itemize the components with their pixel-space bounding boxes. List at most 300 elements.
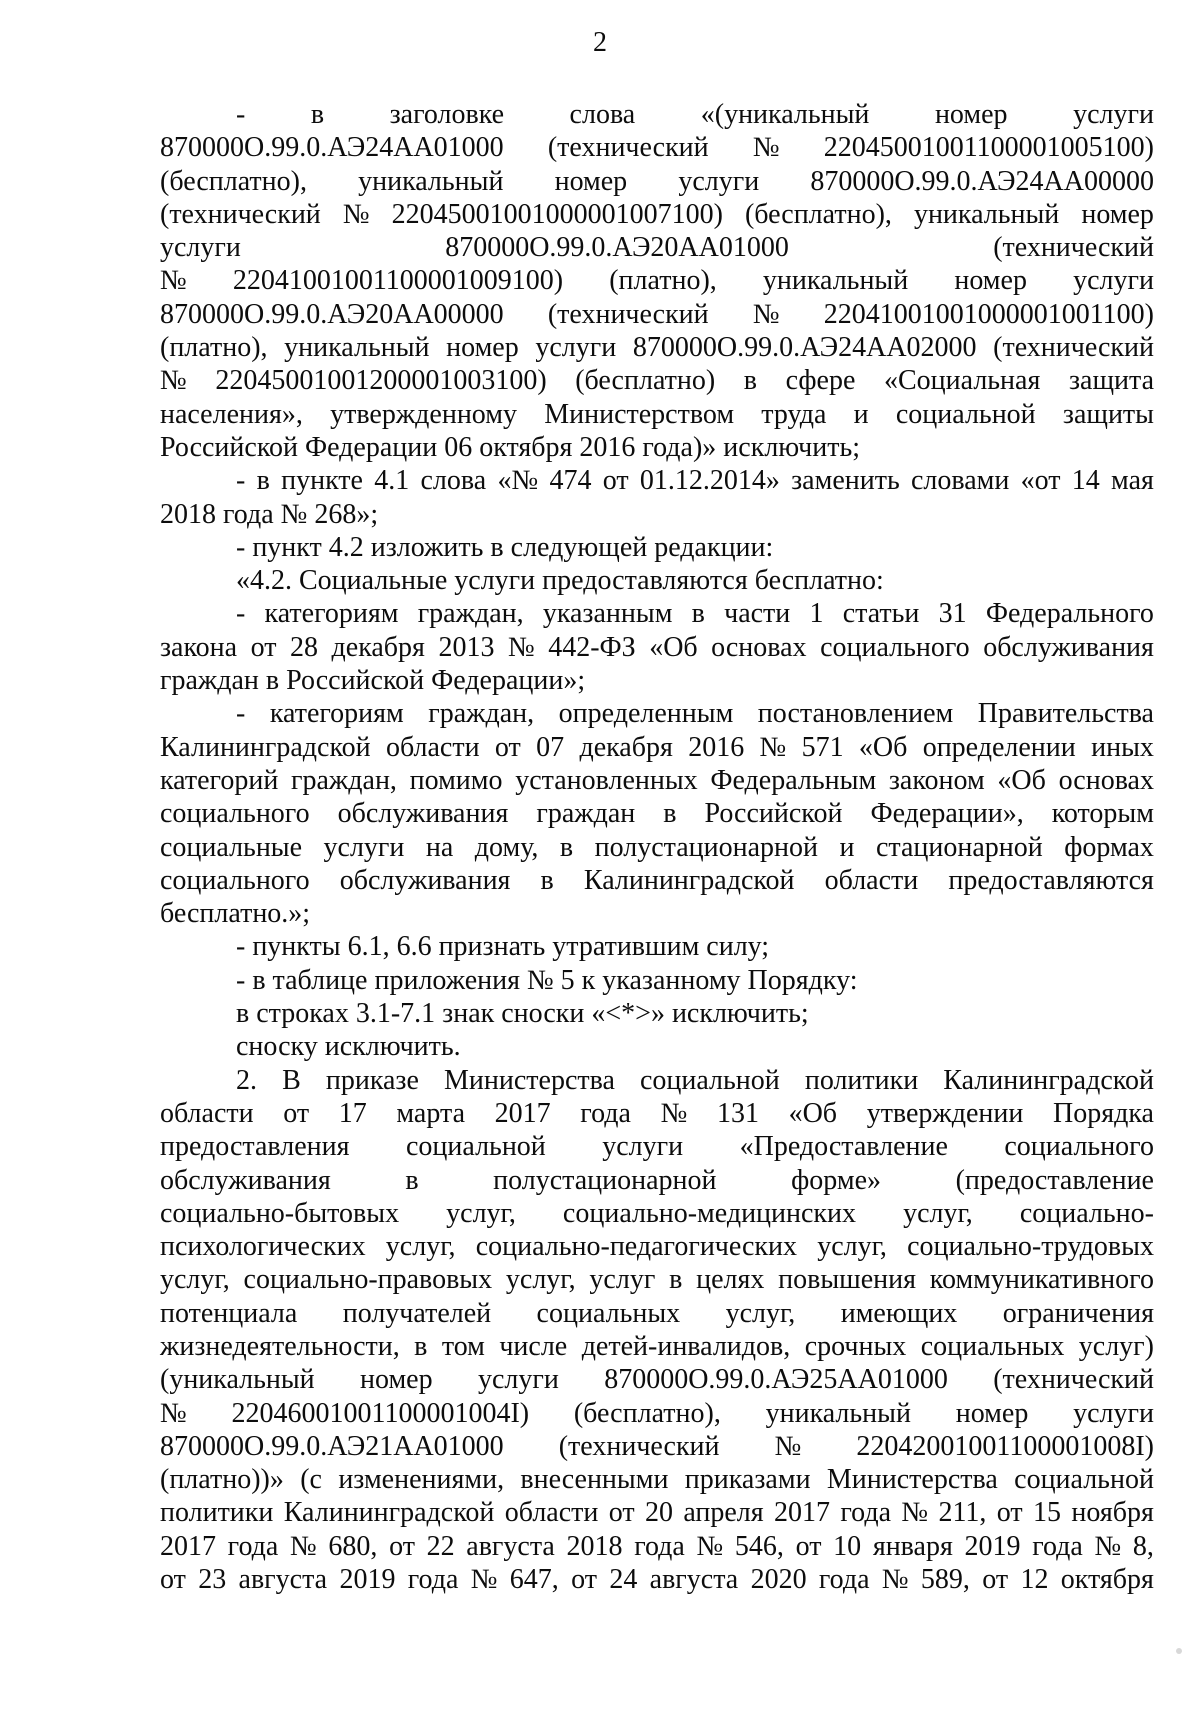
text-line — [160, 1230, 1154, 1263]
text-segment: В — [282, 1064, 301, 1096]
text-segment: (уникальный — [160, 1364, 315, 1396]
text-segment: «4.2. Социальные услуги предоставляются бесплатно: — [236, 565, 884, 597]
text-line — [160, 165, 1154, 198]
text-segment: в — [405, 1164, 419, 1196]
text-line — [160, 897, 1154, 930]
text-segment: в — [743, 365, 758, 397]
text-segment: (технический — [547, 298, 709, 330]
text-segment: обслуживания — [160, 1164, 331, 1196]
text-segment: (технический — [993, 332, 1154, 364]
text-line — [160, 930, 1154, 963]
text-line — [160, 1130, 1154, 1163]
text-segment: стационарной — [875, 831, 1043, 863]
text-line — [160, 1430, 1154, 1463]
text-segment: граждан, — [428, 698, 535, 730]
text-segment: (предоставление — [955, 1164, 1154, 1196]
text-segment: (технический — [993, 232, 1154, 264]
text-segment: социальных — [920, 1330, 1065, 1362]
text-segment: № — [752, 298, 780, 330]
text-segment: 22046001001100001004І) — [231, 1397, 530, 1429]
text-segment: от — [608, 1497, 635, 1529]
text-segment: (с — [300, 1464, 322, 1496]
text-segment: иных — [1091, 731, 1154, 763]
text-segment: 14 — [1071, 465, 1100, 497]
text-segment: обслуживания — [339, 864, 511, 896]
text-segment: психологических — [160, 1231, 366, 1263]
text-segment: социально-трудовых — [907, 1231, 1154, 1263]
text-segment: услуг, — [385, 1231, 456, 1263]
text-segment: социального — [160, 798, 310, 830]
text-line — [160, 231, 1154, 264]
text-segment: детей-инвалидов, — [581, 1330, 791, 1362]
text-segment: года — [227, 1530, 279, 1562]
text-line — [160, 464, 1154, 497]
text-segment: ноября — [1071, 1497, 1154, 1529]
text-segment: 131 — [716, 1097, 759, 1129]
text-segment: сноску исключить. — [236, 1031, 461, 1063]
text-segment: приказе — [325, 1064, 419, 1096]
text-segment: Правительства — [977, 698, 1154, 730]
text-segment: (бесплатно), — [160, 165, 307, 197]
text-line — [160, 131, 1154, 164]
text-segment: 22045001001100001005100) — [823, 132, 1154, 164]
text-segment: года — [580, 1097, 631, 1129]
text-segment: номер — [1081, 198, 1154, 230]
text-line — [160, 1530, 1154, 1563]
text-segment: 22045001001200001003100) — [215, 365, 547, 397]
text-segment: (платно), — [609, 265, 717, 297]
text-segment: года — [407, 1564, 459, 1596]
text-line — [160, 964, 1154, 997]
text-segment: в — [691, 598, 705, 630]
text-segment: (бесплатно) — [575, 365, 716, 397]
text-segment: 2020 — [750, 1564, 807, 1596]
text-segment: предоставления — [160, 1131, 350, 1163]
text-segment: уникальный — [358, 165, 504, 197]
text-segment: Калининградской — [583, 864, 795, 896]
text-segment: 442-ФЗ — [548, 631, 636, 663]
text-segment: основах — [711, 631, 807, 663]
text-segment: полустационарной — [594, 831, 819, 863]
text-segment: № — [160, 265, 187, 297]
text-segment: 01.12.2014» — [639, 465, 780, 497]
text-segment: 870000О.99.0.АЭ21АА01000 — [160, 1430, 504, 1462]
text-segment: января — [872, 1530, 953, 1562]
text-segment: услуги — [160, 232, 241, 264]
text-segment: ограничения — [1002, 1297, 1154, 1329]
text-line — [160, 631, 1154, 664]
text-segment: пункте — [281, 465, 363, 497]
text-segment: от — [602, 465, 629, 497]
text-segment: услуги — [602, 1131, 684, 1163]
text-line — [160, 1563, 1154, 1596]
text-segment: потенциала — [160, 1297, 298, 1329]
text-segment: услуги — [477, 1364, 559, 1396]
text-segment: услуги — [535, 332, 617, 364]
text-segment: года — [1032, 1530, 1083, 1562]
text-segment: услуг, — [160, 1264, 230, 1296]
text-segment: социального — [1004, 1131, 1154, 1163]
text-segment: постановлением — [757, 698, 954, 730]
text-segment: категориям — [269, 698, 404, 730]
text-line — [160, 664, 1154, 697]
text-segment: социально-медицинских — [562, 1197, 857, 1229]
text-segment: (технический — [160, 198, 321, 230]
text-segment: Федеральным — [710, 764, 877, 796]
text-segment: от — [160, 1564, 186, 1596]
text-segment: 28 — [290, 631, 318, 663]
text-segment: социального — [160, 864, 310, 896]
text-segment: от — [389, 1530, 415, 1562]
text-line — [160, 198, 1154, 231]
text-segment: - — [236, 99, 246, 130]
text-segment: жизнедеятельности, — [160, 1330, 400, 1362]
text-segment: в — [540, 864, 554, 896]
text-segment: апреля — [683, 1497, 764, 1529]
text-segment: Калининградской — [160, 731, 371, 763]
text-segment: от — [795, 1530, 822, 1562]
text-segment: сфере — [785, 365, 856, 397]
text-segment: том — [441, 1330, 485, 1362]
text-segment: в — [669, 1264, 683, 1296]
text-segment: указанным — [542, 598, 673, 630]
text-segment: № — [470, 1564, 498, 1596]
text-segment: утверждении — [866, 1097, 1024, 1129]
text-segment: 17 — [338, 1097, 367, 1129]
text-segment: 2019 — [339, 1564, 396, 1596]
text-segment: услуг, — [725, 1297, 796, 1329]
text-segment: от — [571, 1564, 597, 1596]
text-segment: № — [752, 132, 780, 164]
text-segment: Российской — [704, 798, 843, 830]
text-line — [160, 997, 1154, 1030]
text-segment: номер — [554, 165, 628, 197]
text-segment: части — [724, 598, 791, 630]
text-segment: услуги — [1073, 1397, 1154, 1429]
page-number: 2 — [593, 27, 607, 58]
text-line — [160, 597, 1154, 630]
text-segment: изменениями, — [338, 1464, 505, 1496]
text-segment: услуги — [1073, 99, 1154, 130]
text-segment: Министерства — [444, 1064, 615, 1096]
text-segment: услуг, — [903, 1197, 973, 1229]
text-segment: определенным — [558, 698, 734, 730]
text-segment: целях — [696, 1264, 765, 1296]
text-segment: от — [283, 1097, 310, 1129]
text-line — [160, 264, 1154, 297]
text-segment: в строках 3.1-7.1 знак сноски «<*>» исключить; — [236, 998, 809, 1030]
text-segment: «Об — [858, 731, 908, 763]
text-segment: услуг, — [817, 1231, 887, 1263]
text-segment: социального — [820, 631, 970, 663]
text-segment: слова — [420, 465, 487, 497]
text-segment: уникальный — [762, 265, 909, 297]
text-segment: 07 — [536, 731, 565, 763]
text-segment: Российской Федерации 06 октября 2016 года)» исключить; — [160, 431, 860, 463]
text-line — [160, 697, 1154, 730]
text-segment: социальной — [406, 1131, 546, 1163]
text-line — [160, 431, 1154, 464]
text-segment: предоставляются — [948, 864, 1154, 896]
text-segment: декабря — [331, 631, 425, 663]
text-segment: «Социальная — [884, 365, 1041, 397]
scan-smudge — [1176, 1648, 1182, 1654]
text-segment: от — [982, 1564, 1009, 1596]
text-segment: «Об — [649, 631, 698, 663]
text-line — [160, 1064, 1154, 1097]
text-line — [160, 331, 1154, 364]
text-segment: 22 — [426, 1530, 455, 1562]
text-segment: обслуживания — [983, 631, 1154, 663]
text-segment: социальных — [536, 1297, 681, 1329]
text-segment: «(уникальный — [700, 99, 870, 130]
text-segment: 2. — [236, 1064, 257, 1096]
text-segment: услуг) — [1078, 1330, 1154, 1362]
text-segment: категорий — [160, 764, 279, 796]
text-segment: повышения — [778, 1264, 917, 1296]
text-segment: 546, — [734, 1530, 784, 1562]
text-segment: в — [663, 798, 677, 830]
text-segment: № — [342, 198, 370, 230]
text-segment: 22041001001000001001100) — [823, 298, 1154, 330]
text-segment: Министерства — [826, 1464, 998, 1496]
text-segment: 2017 — [774, 1497, 831, 1529]
text-segment: 2019 — [964, 1530, 1021, 1562]
text-segment: 22041001001100001009100) — [232, 265, 564, 297]
text-segment: «Об — [997, 764, 1046, 796]
text-segment: политики — [160, 1497, 274, 1529]
text-line — [160, 797, 1154, 830]
text-segment: определении — [922, 731, 1076, 763]
text-segment: августа — [238, 1564, 328, 1596]
text-segment: 10 — [833, 1530, 862, 1562]
text-segment: установленных — [515, 764, 698, 796]
text-segment: полустационарной — [493, 1164, 717, 1196]
text-segment: которым — [1051, 798, 1154, 830]
text-segment: помимо — [409, 764, 503, 796]
text-segment: защита — [1068, 365, 1154, 397]
text-segment: Федерального — [985, 598, 1154, 630]
text-segment: в — [310, 99, 325, 130]
text-segment: от — [250, 631, 277, 663]
text-segment: - пункт 4.2 изложить в следующей редакции: — [236, 531, 774, 563]
text-segment: № — [160, 1397, 187, 1429]
text-line — [160, 731, 1154, 764]
text-segment: приказами — [684, 1464, 811, 1496]
text-segment: Калининградской — [943, 1064, 1154, 1096]
text-segment: имеющих — [840, 1297, 958, 1329]
text-segment: формах — [1064, 831, 1154, 863]
text-segment: года — [818, 1564, 870, 1596]
text-segment: 870000О.99.0.АЭ24АА01000 — [160, 132, 504, 164]
text-segment: номер — [360, 1364, 433, 1396]
text-segment: Федерации», — [870, 798, 1024, 830]
text-segment: октября — [1060, 1564, 1154, 1596]
text-segment: закона — [160, 631, 238, 663]
text-segment: № — [774, 1430, 802, 1462]
text-segment: области — [824, 864, 919, 896]
text-segment: (платно))» — [160, 1464, 284, 1496]
text-segment: социальные — [160, 831, 303, 863]
text-segment: 2017 — [494, 1097, 551, 1129]
text-segment: коммуникативного — [929, 1264, 1154, 1296]
text-segment: услуг, — [505, 1264, 576, 1296]
text-segment: политики — [804, 1064, 919, 1096]
text-segment: номер — [955, 1397, 1029, 1429]
text-segment: 2013 — [438, 631, 495, 663]
text-segment: от — [494, 731, 521, 763]
text-segment: социально-бытовых — [160, 1197, 400, 1229]
text-segment: социальной — [639, 1064, 780, 1096]
text-segment: услуг — [589, 1264, 656, 1296]
text-line — [160, 1463, 1154, 1496]
text-segment: августа — [466, 1530, 555, 1562]
text-line — [160, 1496, 1154, 1529]
text-segment: - — [236, 698, 246, 730]
text-segment: (платно), — [160, 332, 268, 364]
text-segment: 15 — [1033, 1497, 1062, 1529]
text-segment: Порядка — [1053, 1097, 1154, 1129]
text-segment: 4.1 — [374, 465, 410, 497]
text-segment: обслуживания — [337, 798, 509, 830]
text-segment: № — [507, 631, 535, 663]
text-segment: в — [559, 831, 574, 863]
text-segment: 571 — [801, 731, 844, 763]
text-segment: заголовке — [389, 99, 505, 130]
text-segment: декабря — [579, 731, 673, 763]
text-segment: труда — [761, 398, 827, 430]
text-segment: услуги — [678, 165, 760, 197]
text-segment: населения», — [160, 398, 303, 430]
text-line — [160, 864, 1154, 897]
text-segment: 2016 — [688, 731, 745, 763]
text-segment: и — [839, 831, 855, 863]
text-segment: 589, — [920, 1564, 970, 1596]
text-segment: области — [160, 1097, 254, 1129]
text-segment: № — [759, 731, 787, 763]
text-segment: получателей — [342, 1297, 492, 1329]
text-segment: - — [236, 598, 246, 630]
text-segment: 870000О.99.0.АЭ20АА00000 — [160, 298, 504, 330]
text-segment: мая — [1111, 465, 1154, 497]
text-segment: услуги — [1073, 265, 1154, 297]
text-segment: номер — [934, 99, 1008, 130]
text-segment: социальной — [1014, 1464, 1154, 1496]
text-segment: услуги — [323, 831, 405, 863]
text-segment: номер — [954, 265, 1027, 297]
text-segment: 12 — [1020, 1564, 1049, 1596]
document-body — [160, 98, 1154, 1596]
text-segment: года — [634, 1530, 685, 1562]
text-segment: области — [385, 731, 480, 763]
text-segment: № — [901, 1497, 929, 1529]
text-line — [160, 1030, 1154, 1063]
text-line — [160, 1297, 1154, 1330]
text-segment: социальной — [895, 398, 1036, 430]
text-segment: бесплатно.»; — [160, 898, 311, 930]
text-line — [160, 1397, 1154, 1430]
text-segment: в — [256, 465, 270, 497]
text-segment: в — [414, 1330, 428, 1362]
text-segment: (технический — [558, 1430, 720, 1462]
text-segment: социально-педагогических — [475, 1231, 798, 1263]
text-line — [160, 531, 1154, 564]
text-segment: категориям — [264, 598, 399, 630]
text-segment: № — [696, 1530, 724, 1562]
text-segment: № — [881, 1564, 909, 1596]
text-segment: 647, — [509, 1564, 559, 1596]
text-segment: области — [504, 1497, 599, 1529]
text-line — [160, 498, 1154, 531]
text-segment: 1 — [809, 598, 824, 630]
text-segment: 22045001001000001007100) — [391, 198, 723, 230]
text-segment: года — [840, 1497, 892, 1529]
text-line — [160, 398, 1154, 431]
text-segment: уникальный — [913, 198, 1060, 230]
text-segment: основах — [1058, 764, 1154, 796]
text-segment: 870000О.99.0.АЭ24АА00000 — [810, 165, 1154, 197]
text-segment: срочных — [804, 1330, 907, 1362]
text-segment: словами — [910, 465, 1010, 497]
text-segment: 24 — [609, 1564, 638, 1596]
text-segment: 22042001001100001008І) — [856, 1430, 1154, 1462]
text-segment: - пункты 6.1, 6.6 признать утратившим силу; — [236, 931, 770, 963]
text-segment: № — [660, 1097, 688, 1129]
text-segment: утвержденному — [330, 398, 517, 430]
text-segment: граждан, — [417, 598, 524, 630]
text-segment: 2018 — [566, 1530, 623, 1562]
text-segment: граждан — [536, 798, 636, 830]
text-segment: и — [853, 398, 869, 430]
text-segment: 870000О.99.0.АЭ20АА01000 — [445, 232, 789, 264]
text-segment: «Об — [788, 1097, 838, 1129]
text-segment: на — [425, 831, 454, 863]
text-segment: (технический — [993, 1364, 1154, 1396]
text-segment: услуг, — [446, 1197, 516, 1229]
text-segment: Министерством — [544, 398, 735, 430]
text-line — [160, 1164, 1154, 1197]
text-segment: № — [290, 1530, 317, 1562]
text-segment: № — [160, 365, 187, 397]
text-segment: дому, — [474, 831, 539, 863]
text-segment: социально-правовых — [243, 1264, 493, 1296]
text-segment: № — [1094, 1530, 1122, 1562]
text-segment: слова — [569, 99, 636, 130]
text-line — [160, 1197, 1154, 1230]
text-line — [160, 831, 1154, 864]
text-line — [160, 1330, 1154, 1363]
text-line — [160, 1097, 1154, 1130]
text-segment: заменить — [791, 465, 900, 497]
text-segment: уникальный — [765, 1397, 911, 1429]
text-segment: числе — [499, 1330, 568, 1362]
text-segment: внесенными — [520, 1464, 669, 1496]
text-segment: «от — [1020, 465, 1061, 497]
text-segment: августа — [649, 1564, 739, 1596]
text-segment: 31 — [938, 598, 967, 630]
text-segment: «№ — [497, 465, 539, 497]
text-line — [160, 364, 1154, 397]
text-segment: «Предоставление — [739, 1131, 948, 1163]
text-segment: 2018 года № 268»; — [160, 498, 379, 530]
text-segment: социально- — [1019, 1197, 1154, 1229]
text-line — [160, 764, 1154, 797]
text-segment: 211, — [938, 1497, 987, 1529]
text-line — [160, 1263, 1154, 1296]
text-segment: 2017 — [160, 1530, 216, 1562]
text-segment: 23 — [198, 1564, 227, 1596]
text-segment: уникальный — [284, 332, 430, 364]
